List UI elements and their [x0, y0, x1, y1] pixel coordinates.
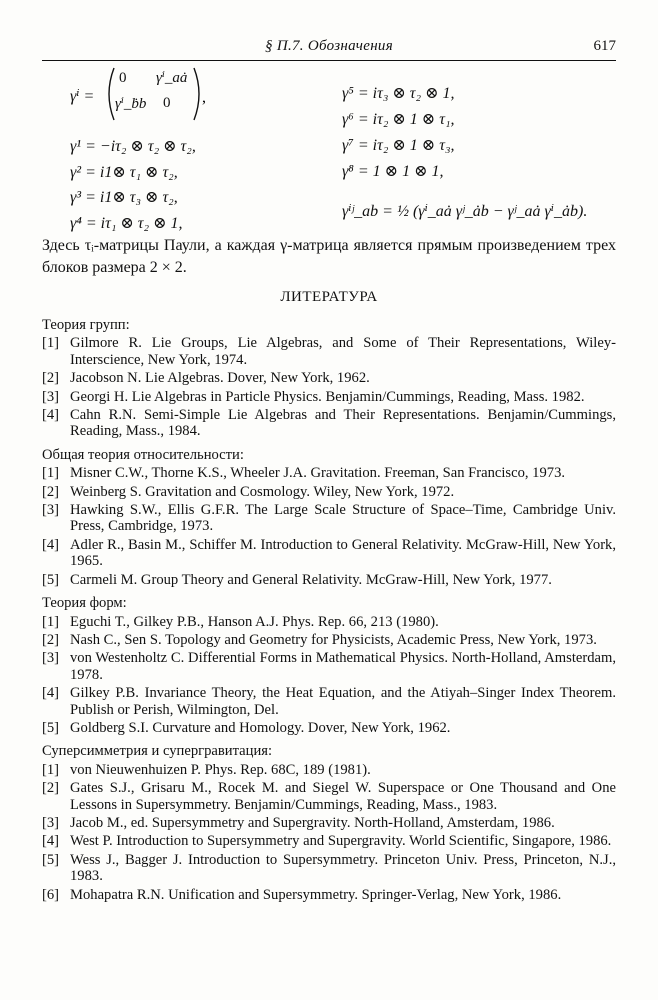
reference-number: [5]: [42, 719, 60, 736]
reference-text: von Westenholtz C. Differential Forms in Mathematical Physics. North-Holland, Amsterdam, 1978.: [70, 650, 616, 683]
reference-text: Cahn R.N. Semi-Simple Lie Algebras and Their Representations. Benjamin/Cummings, Reading, Mass., 1984.: [70, 407, 616, 440]
reference-entry: [42, 780, 616, 813]
reference-list: [42, 317, 616, 905]
reference-text: Gates S.J., Grisaru M., Rocek M. and Siegel W. Superspace or One Thousand and One Lessons in Supersymmetry. Benjamin/Cummings, Reading, Mass., 1983.: [70, 780, 616, 813]
reference-entry: [42, 720, 616, 736]
reference-section-title: Общая теория относительности:: [42, 446, 244, 463]
reference-number: [3]: [42, 502, 60, 519]
reference-entry: [42, 887, 616, 903]
reference-entry: [42, 572, 616, 588]
reference-number: [4]: [42, 685, 60, 702]
reference-number: [4]: [42, 833, 60, 850]
reference-number: [3]: [42, 388, 60, 405]
matrix-r2c2: 0: [163, 95, 171, 111]
reference-number: [4]: [42, 407, 60, 424]
reference-number: [1]: [42, 335, 60, 352]
matrix-r2c1: γⁱ_ḃb: [115, 96, 147, 112]
reference-text: West P. Introduction to Supersymmetry and Supergravity. World Scientific, Singapore, 1986.: [70, 833, 612, 850]
gamma-7: γ⁷ = iτ₂ ⊗ 1 ⊗ τ₃,: [342, 137, 455, 154]
reference-entry: [42, 762, 616, 778]
reference-text: Hawking S.W., Ellis G.F.R. The Large Scale Structure of Space–Time, Cambridge Univ. Press, Cambridge, 1973.: [70, 502, 616, 535]
reference-entry: [42, 335, 616, 368]
reference-entry: [42, 370, 616, 386]
reference-section-title: Теория групп:: [42, 317, 130, 333]
reference-text: Adler R., Basin M., Schiffer M. Introduction to General Relativity. McGraw-Hill, New York, 1965.: [70, 536, 616, 570]
reference-text: Gilkey P.B. Invariance Theory, the Heat Equation, and the Atiyah–Singer Index Theorem. Publish or Perish, Wilmington, Del.: [70, 685, 616, 718]
gamma-8: γ⁸ = 1 ⊗ 1 ⊗ 1,: [342, 163, 444, 180]
reference-number: [1]: [42, 465, 60, 482]
reference-number: [2]: [42, 370, 60, 387]
reference-entry: [42, 815, 616, 831]
reference-entry: [42, 685, 616, 718]
reference-text: Jacobson N. Lie Algebras. Dover, New York, 1962.: [70, 370, 370, 387]
matrix-r1c2: γⁱ_aȧ: [156, 70, 188, 86]
reference-number: [5]: [42, 571, 60, 588]
reference-number: [6]: [42, 886, 60, 903]
reference-text: Goldberg S.I. Curvature and Homology. Dover, New York, 1962.: [70, 719, 451, 736]
reference-entry: [42, 407, 616, 440]
reference-entry: [42, 852, 616, 885]
running-header: [42, 38, 616, 60]
reference-text: Jacob M., ed. Supersymmetry and Supergravity. North-Holland, Amsterdam, 1986.: [70, 814, 555, 831]
reference-text: Mohapatra R.N. Unification and Supersymmetry. Springer-Verlag, New York, 1986.: [70, 886, 562, 903]
pauli-paragraph: Здесь τᵢ-матрицы Паули, а каждая γ-матрица является прямым произведением трех блоков размера 2 × 2.: [42, 237, 616, 276]
literature-heading: ЛИТЕРАТУРА: [280, 289, 378, 305]
reference-text: Wess J., Bagger J. Introduction to Supersymmetry. Princeton Univ. Press, Princeton, N.J., 1983.: [70, 851, 616, 885]
reference-number: [2]: [42, 631, 60, 648]
page-number: 617: [593, 38, 616, 54]
reference-entry: [42, 632, 616, 648]
gamma-4: γ⁴ = iτ₁ ⊗ τ₂ ⊗ 1,: [70, 215, 183, 232]
reference-text: von Nieuwenhuizen P. Phys. Rep. 68C, 189 (1981).: [70, 761, 371, 778]
matrix-r1c1: 0: [119, 70, 127, 86]
reference-entry: [42, 833, 616, 849]
reference-number: [5]: [42, 851, 60, 868]
reference-section-title: Суперсимметрия и супергравитация:: [42, 743, 273, 760]
reference-text: Nash C., Sen S. Topology and Geometry for Physicists, Academic Press, New York, 1973.: [70, 631, 597, 648]
gamma-2: γ² = i1⊗ τ₁ ⊗ τ₂,: [70, 164, 178, 181]
gamma-i-lhs: γⁱ =: [70, 88, 95, 105]
reference-text: Eguchi T., Gilkey P.B., Hanson A.J. Phys. Rep. 66, 213 (1980).: [70, 613, 439, 630]
reference-number: [1]: [42, 613, 60, 630]
gamma-ij: γⁱʲ_ab = ½ (γⁱ_aȧ γʲ_ȧb − γʲ_aȧ γⁱ_ȧb).: [342, 203, 588, 220]
gamma-6: γ⁶ = iτ₂ ⊗ 1 ⊗ τ₁,: [342, 111, 455, 128]
svg-text:,: ,: [202, 89, 206, 106]
reference-text: Georgi H. Lie Algebras in Particle Physics. Benjamin/Cummings, Reading, Mass. 1982.: [70, 388, 585, 405]
reference-entry: [42, 465, 616, 481]
reference-number: [3]: [42, 650, 60, 667]
reference-text: Weinberg S. Gravitation and Cosmology. Wiley, New York, 1972.: [70, 483, 455, 500]
gamma-3: γ³ = i1⊗ τ₃ ⊗ τ₂,: [70, 189, 178, 206]
gamma-5: γ⁵ = iτ₃ ⊗ τ₂ ⊗ 1,: [342, 85, 455, 102]
reference-text: Gilmore R. Lie Groups, Lie Algebras, and Some of Their Representations, Wiley-Interscience, New York, 1974.: [70, 335, 616, 368]
reference-text: Carmeli M. Group Theory and General Relativity. McGraw-Hill, New York, 1977.: [70, 571, 552, 588]
reference-entry: [42, 502, 616, 535]
reference-number: [4]: [42, 536, 60, 553]
reference-entry: [42, 650, 616, 683]
reference-entry: [42, 614, 616, 630]
reference-text: Misner C.W., Thorne K.S., Wheeler J.A. Gravitation. Freeman, San Francisco, 1973.: [70, 465, 566, 482]
gamma-1: γ¹ = −iτ₂ ⊗ τ₂ ⊗ τ₂,: [70, 138, 196, 155]
reference-section-title: Теория форм:: [42, 595, 127, 612]
reference-entry: [42, 537, 616, 570]
reference-entry: [42, 484, 616, 500]
header-rule: [42, 60, 616, 61]
section-title: § П.7. Обозначения: [264, 38, 394, 54]
reference-number: [3]: [42, 814, 60, 831]
reference-number: [2]: [42, 483, 60, 500]
reference-number: [1]: [42, 761, 60, 778]
reference-number: [2]: [42, 780, 60, 797]
reference-entry: [42, 389, 616, 405]
